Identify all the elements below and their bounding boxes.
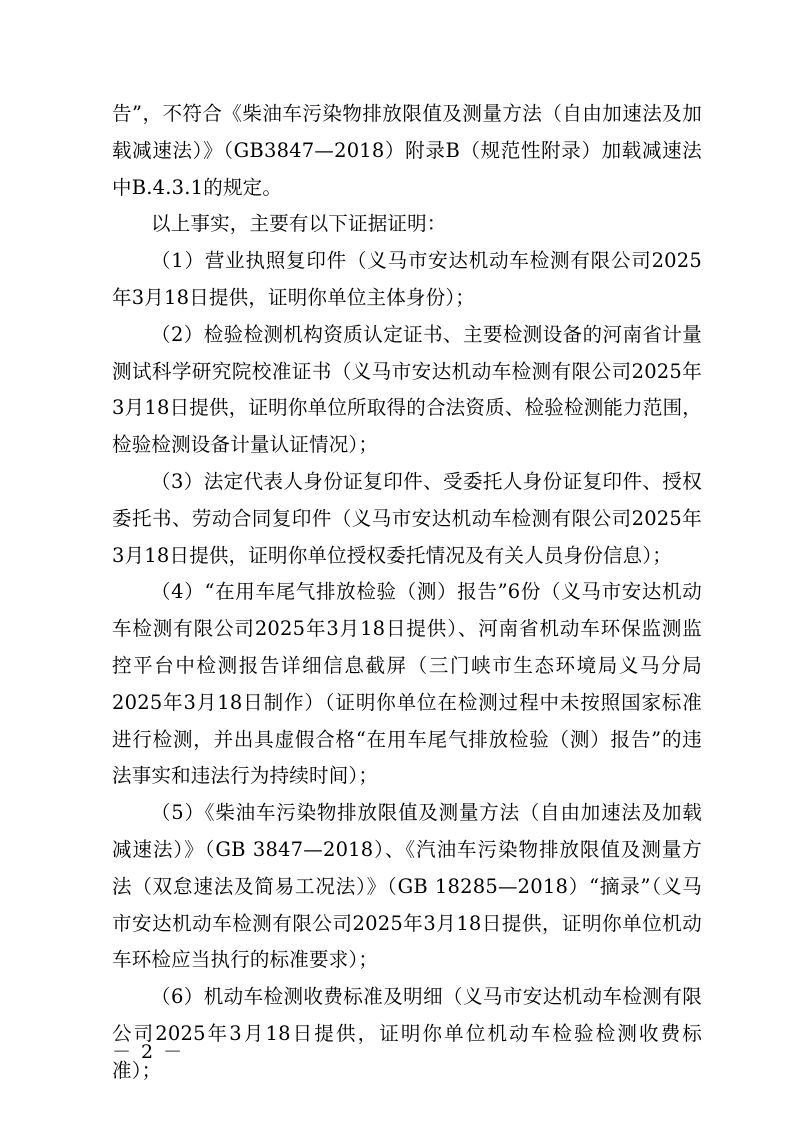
paragraph-evidence-6: （6）机动车检测收费标准及明细（义马市安达机动车检测有限公司2025年3月18日提供，证明你单位机动车检验检测收费标准）； bbox=[112, 985, 702, 1082]
paragraph-evidence-4: （4）“在用车尾气排放检验（测）报告”6份（义马市安达机动车检测有限公司2025年3月18日提供）、河南省机动车环保监测监控平台中检测报告详细信息截屏（三门峡市生态环境局义马分局2025年3月18日制作）（证明你单位在检测过程中未按照国家标准进行检测，并出具虚假合格“在用车尾气排放检验（测）报告”的违法事实和违法行为持续时间）； bbox=[112, 580, 702, 788]
paragraph-evidence-3: （3）法定代表人身份证复印件、受委托人身份证复印件、授权委托书、劳动合同复印件（义马市安达机动车检测有限公司2025年3月18日提供，证明你单位授权委托情况及有关人员身份信息）； bbox=[112, 469, 702, 567]
paragraph-continuation: 告”，不符合《柴油车污染物排放限值及测量方法（自由加速法及加载减速法）》（GB3847—2018）附录B（规范性附录）加载减速法中B.4.3.1的规定。 bbox=[112, 102, 702, 199]
page-number: － 2 － bbox=[112, 1041, 185, 1063]
paragraph-evidence-1: （1）营业执照复印件（义马市安达机动车检测有限公司2025年3月18日提供，证明你单位主体身份）； bbox=[112, 249, 702, 309]
paragraph-evidence-intro: 以上事实，主要有以下证据证明： bbox=[151, 212, 447, 236]
document-body bbox=[112, 96, 702, 1090]
paragraph-evidence-5: （5）《柴油车污染物排放限值及测量方法（自由加速法及加载减速法）》（GB 3847—2018）、《汽油车污染物排放限值及测量方法（双怠速法及简易工况法）》（GB 18285—2018）“摘录”（义马市安达机动车检测有限公司2025年3月18日提供，证明你单位机动车环检应当执行的标准要求）； bbox=[112, 801, 702, 972]
paragraph-evidence-2: （2）检验检测机构资质认定证书、主要检测设备的河南省计量测试科学研究院校准证书（义马市安达机动车检测有限公司2025年3月18日提供，证明你单位所取得的合法资质、检验检测能力范围，检验检测设备计量认证情况）； bbox=[112, 322, 702, 457]
